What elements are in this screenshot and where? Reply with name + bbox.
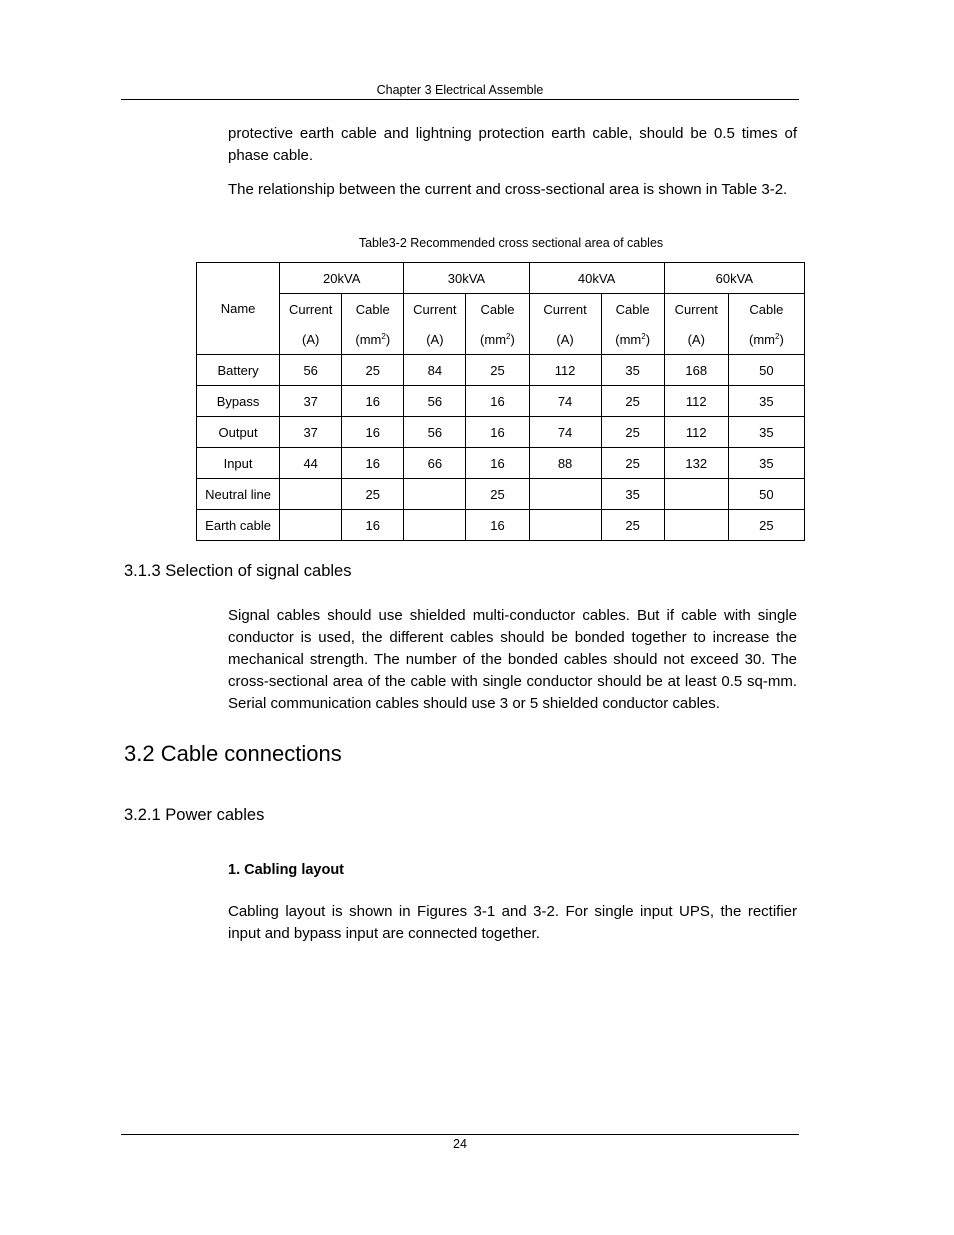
table-row-name: Earth cable — [197, 510, 280, 541]
subheader-current: Current — [664, 294, 728, 325]
table-cell: 112 — [664, 386, 728, 417]
table-cell: 25 — [601, 417, 664, 448]
subheader-cable: Cable — [601, 294, 664, 325]
table-cell: 25 — [342, 355, 404, 386]
table-group-30kva: 30kVA — [404, 263, 529, 294]
table-caption: Table3-2 Recommended cross sectional area of cables — [358, 236, 664, 250]
table-cell: 16 — [342, 386, 404, 417]
table-cell: 35 — [601, 479, 664, 510]
paragraph-earth-cable: protective earth cable and lightning protection earth cable, should be 0.5 times of phase cable. — [228, 125, 797, 164]
subheader-cable: Cable — [466, 294, 529, 325]
table-row-name: Output — [197, 417, 280, 448]
heading-cabling-layout: 1. Cabling layout — [228, 862, 345, 878]
heading-power-cables: 3.2.1 Power cables — [124, 806, 265, 824]
table-cell: 56 — [280, 355, 342, 386]
table-cell — [664, 510, 728, 541]
table-cell — [280, 479, 342, 510]
unit-cable: $(mm^2)$ — [342, 324, 404, 355]
table-cell: 25 — [342, 479, 404, 510]
heading-cable-connections: 3.2 Cable connections — [124, 741, 342, 766]
table-cell: 25 — [601, 448, 664, 479]
paragraph-table-reference: The relationship between the current and cross-sectional area is shown in Table 3-2. — [228, 181, 788, 198]
table-unit-row — [197, 324, 805, 355]
table-cell: 25 — [466, 479, 529, 510]
table-cell: 35 — [728, 448, 804, 479]
table-cell: 25 — [601, 510, 664, 541]
subheader-current: Current — [280, 294, 342, 325]
table-cell: 37 — [280, 417, 342, 448]
table-cell — [664, 479, 728, 510]
table-row — [197, 479, 805, 510]
table-cell: 74 — [529, 417, 601, 448]
running-header: Chapter 3 Electrical Assemble — [376, 83, 544, 97]
table-cell — [404, 510, 466, 541]
table-cell: 16 — [466, 417, 529, 448]
table-group-20kva: 20kVA — [280, 263, 404, 294]
table-cell: 56 — [404, 386, 466, 417]
unit-current: (A) — [404, 324, 466, 355]
unit-current: (A) — [529, 324, 601, 355]
table-cell: 132 — [664, 448, 728, 479]
cable-area-table — [196, 262, 805, 541]
table-cell: 25 — [601, 386, 664, 417]
table-row — [197, 386, 805, 417]
table-row-name: Battery — [197, 355, 280, 386]
table-group-row — [197, 263, 805, 294]
table-cell: 35 — [601, 355, 664, 386]
table-cell: 16 — [342, 510, 404, 541]
unit-cable: $(mm^2)$ — [466, 324, 529, 355]
table-cell: 35 — [728, 386, 804, 417]
table-cell: 112 — [529, 355, 601, 386]
table-cell: 44 — [280, 448, 342, 479]
page-number: 24 — [453, 1137, 467, 1151]
heading-selection-of-signal-cables: 3.1.3 Selection of signal cables — [124, 562, 352, 580]
table-row — [197, 417, 805, 448]
table-cell: 16 — [342, 448, 404, 479]
table-row — [197, 355, 805, 386]
subheader-current: Current — [529, 294, 601, 325]
unit-current: (A) — [664, 324, 728, 355]
table-cell: 66 — [404, 448, 466, 479]
table-cell: 56 — [404, 417, 466, 448]
table-cell: 16 — [466, 448, 529, 479]
table-cell: 25 — [728, 510, 804, 541]
table-row — [197, 510, 805, 541]
table-row-name: Neutral line — [197, 479, 280, 510]
table-cell — [404, 479, 466, 510]
unit-cable: $(mm^2)$ — [728, 324, 804, 355]
table-subheader-row — [197, 294, 805, 325]
table-cell — [280, 510, 342, 541]
table-cell: 25 — [466, 355, 529, 386]
unit-current: (A) — [280, 324, 342, 355]
table-cell — [529, 479, 601, 510]
table-group-60kva: 60kVA — [664, 263, 804, 294]
table-cell: 88 — [529, 448, 601, 479]
table-row — [197, 448, 805, 479]
table-cell: 16 — [466, 510, 529, 541]
table-name-header: Name — [197, 263, 280, 355]
table-cell — [529, 510, 601, 541]
unit-cable: $(mm^2)$ — [601, 324, 664, 355]
table-cell: 50 — [728, 355, 804, 386]
table-row-name: Bypass — [197, 386, 280, 417]
table-cell: 50 — [728, 479, 804, 510]
table-cell: 37 — [280, 386, 342, 417]
paragraph-cabling-layout: Cabling layout is shown in Figures 3-1 and 3-2. For single input UPS, the rectifier input and bypass input are connected together. — [228, 903, 797, 942]
table-cell: 74 — [529, 386, 601, 417]
table-cell: 112 — [664, 417, 728, 448]
table-cell: 16 — [342, 417, 404, 448]
subheader-current: Current — [404, 294, 466, 325]
table-cell: 16 — [466, 386, 529, 417]
footer-rule — [121, 1134, 799, 1135]
table-cell: 168 — [664, 355, 728, 386]
table-group-40kva: 40kVA — [529, 263, 664, 294]
table-cell: 35 — [728, 417, 804, 448]
table-cell: 84 — [404, 355, 466, 386]
table-row-name: Input — [197, 448, 280, 479]
subheader-cable: Cable — [342, 294, 404, 325]
paragraph-signal-cables: Signal cables should use shielded multi-conductor cables. But if cable with single conductor is used, the different cables should be bonded together to increase the mechanical strength. The number of the bonded cables should not exceed 30. The cross-sectional area of the cable with single conductor should be at least 0.5 sq-mm. Serial communication cables should use 3 or 5 shielded conductor cables. — [228, 607, 797, 712]
header-rule — [121, 99, 799, 100]
subheader-cable: Cable — [728, 294, 804, 325]
